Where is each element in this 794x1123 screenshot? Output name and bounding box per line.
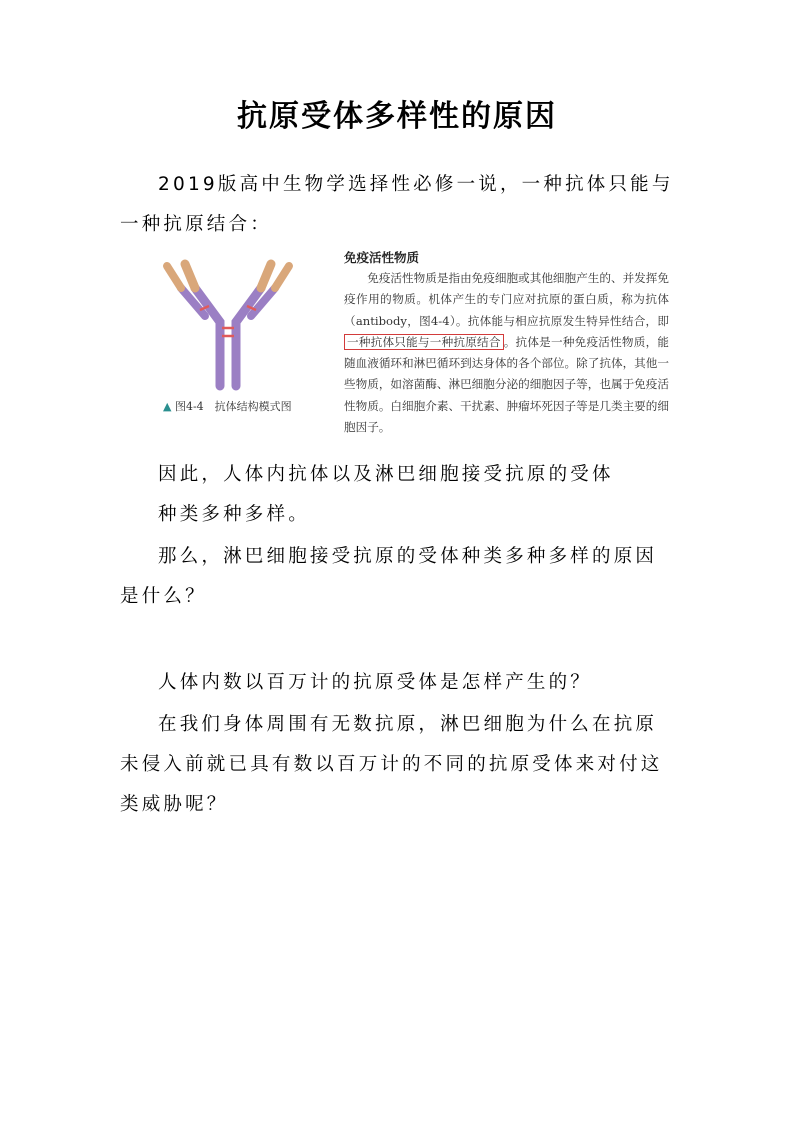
caption-triangle-icon: ▲ — [163, 400, 172, 413]
figure-text-before: 免疫活性物质是指由免疫细胞或其他细胞产生的、并发挥免疫作用的物质。机体产生的专门应对抗原的蛋白质，称为抗体（antibody，图4-4）。抗体能与相应抗原发生特异性结合，即 — [344, 271, 669, 328]
page-title: 抗原受体多样性的原因 — [237, 99, 557, 134]
paragraph-2 — [120, 455, 676, 535]
figure-text-box — [344, 248, 669, 438]
figure-text-after: 。抗体是一种免疫活性物质，能随血液循环和淋巴循环到达身体的各个部位。除了抗体，其他一些物质，如溶菌酶、淋巴细胞分泌的细胞因子等，也属于免疫活性物质。白细胞介素、干扰素、肿瘤坏死因子等是几类主要的细胞因子。 — [344, 334, 669, 435]
paragraph-5 — [120, 705, 676, 825]
textbook-figure — [157, 244, 669, 440]
paragraph-1-text: 2019版高中生物学选择性必修一说，一种抗体只能与一种抗原结合： — [120, 174, 674, 235]
paragraph-1 — [120, 165, 676, 245]
figure-caption-text: 图4-4 抗体结构模式图 — [174, 400, 292, 413]
figure-box-title: 免疫活性物质 — [344, 250, 420, 265]
paragraph-3 — [120, 537, 676, 617]
paragraph-2-line-1: 因此，人体内抗体以及淋巴细胞接受抗原的受体 — [158, 464, 614, 485]
paragraph-4-text: 人体内数以百万计的抗原受体是怎样产生的？ — [158, 672, 593, 693]
paragraph-5-text: 在我们身体周围有无数抗原，淋巴细胞为什么在抗原未侵入前就已具有数以百万计的不同的抗原受体来对付这类威胁呢？ — [120, 714, 663, 815]
antibody-structure-icon — [157, 244, 327, 394]
figure-box-text — [344, 268, 669, 438]
antibody-illustration — [157, 244, 327, 440]
figure-caption — [163, 398, 292, 414]
highlighted-phrase: 一种抗体只能与一种抗原结合 — [344, 334, 504, 350]
paragraph-2-line-2: 种类多种多样。 — [158, 504, 310, 525]
paragraph-3-text: 那么，淋巴细胞接受抗原的受体种类多种多样的原因是什么？ — [120, 546, 658, 607]
paragraph-4 — [120, 663, 676, 703]
